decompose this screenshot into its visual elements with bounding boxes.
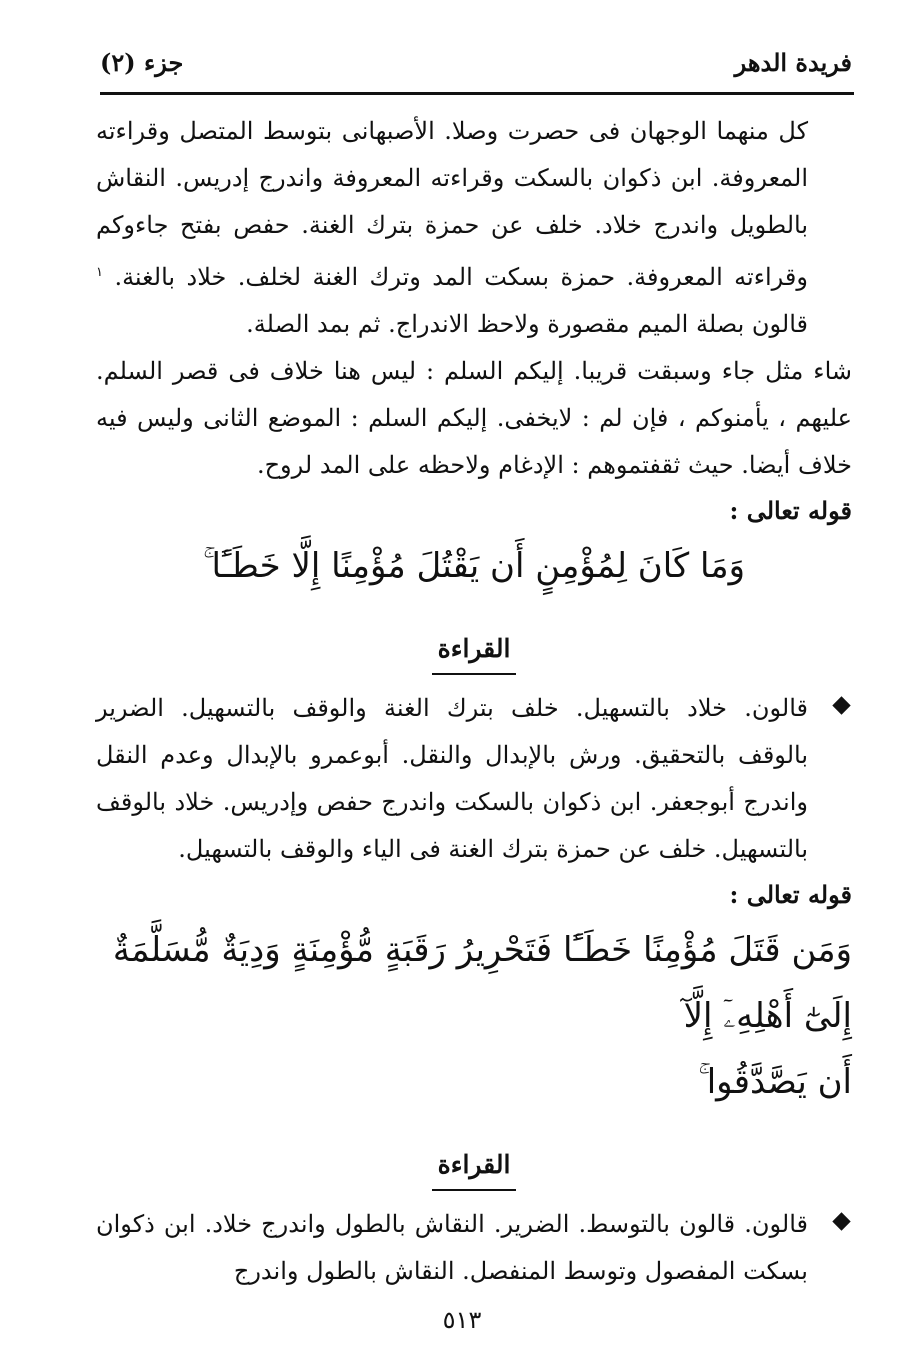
paragraph-1-text-a: كل منهما الوجهان فى حصرت وصلا. الأصبهانى بتوسط المتصل وقراءته المعروفة. ابن ذكوان بالسكت وقراءته المعروفة واندرج إدريس. النقاش بالطويل واندرج خلاد. خلف عن حمزة بترك الغنة. حفص بفتح جاءوكم وقراءته المعروفة. حمزة بسكت المد وترك الغنة لخلف. خلاد بالغنة. xyxy=(96,117,808,291)
reading-title-1-text: القراءة xyxy=(432,627,517,675)
reading-title-1 xyxy=(96,627,852,675)
running-header xyxy=(100,38,852,88)
footnote-marker: ١ xyxy=(96,265,103,280)
paragraph-1-text-b: قالون بصلة الميم مقصورة ولاحظ الاندراج. ثم بمد الصلة. xyxy=(246,310,808,338)
verse-label-1: قوله تعالى : xyxy=(729,496,852,525)
quran-verse-1: وَمَا كَانَ لِمُؤْمِنٍ أَن يَقْتُلَ مُؤْمِنًا إِلَّا خَطَـًٔا ۚ xyxy=(202,546,746,586)
reading-2 xyxy=(96,1201,852,1295)
quran-verse-2-line-1: وَمَن قَتَلَ مُؤْمِنًا خَطَـًٔا فَتَحْرِيرُ رَقَبَةٍ مُّؤْمِنَةٍ وَدِيَةٌ مُّسَلَّمَةٌ إِلَىٰٓ أَهْلِهِۦٓ إِلَّآ xyxy=(112,930,852,1036)
diamond-bullet-icon xyxy=(832,696,850,714)
reading-1 xyxy=(96,685,852,873)
paragraph-2: شاء مثل جاء وسبقت قريبا. إليكم السلم : ليس هنا خلاف فى قصر السلم. عليهم ، يأمنوكم ، فإن لم : لايخفى. إليكم السلم : الموضع الثانى وليس فيه خلاف أيضا. حيث ثقفتموهم : الإدغام ولاحظه على المد لروح. xyxy=(96,357,852,479)
reading-1-text: قالون. خلاد بالتسهيل. خلف بترك الغنة والوقف بالتسهيل. الضرير بالوقف بالتحقيق. ورش بالإبدال والنقل. أبوعمرو بالإبدال وعدم النقل واندرج أبوجعفر. ابن ذكوان بالسكت واندرج حفص وإدريس. خلاد بالوقف بالتسهيل. خلف عن حمزة بترك الغنة فى الياء والوقف بالتسهيل. xyxy=(96,694,808,863)
paragraph-1 xyxy=(96,108,852,348)
part-number: جزء (٢) xyxy=(100,48,184,77)
page-body xyxy=(96,108,852,1295)
page-number: ٥١٣ xyxy=(442,1306,482,1334)
diamond-bullet-icon xyxy=(832,1212,850,1230)
reading-title-2-text: القراءة xyxy=(432,1143,517,1191)
reading-title-2 xyxy=(96,1143,852,1191)
quran-verse-2-line-2: أَن يَصَّدَّقُوا ۚ xyxy=(698,1062,852,1102)
reading-2-text: قالون. قالون بالتوسط. الضرير. النقاش بالطول واندرج خلاد. ابن ذكوان بسكت المفصول وتوسط المنفصل. النقاش بالطول واندرج xyxy=(96,1210,808,1285)
book-title: فريدة الدهر xyxy=(734,48,852,77)
verse-label-2: قوله تعالى : xyxy=(729,880,852,909)
header-rule xyxy=(100,92,854,95)
